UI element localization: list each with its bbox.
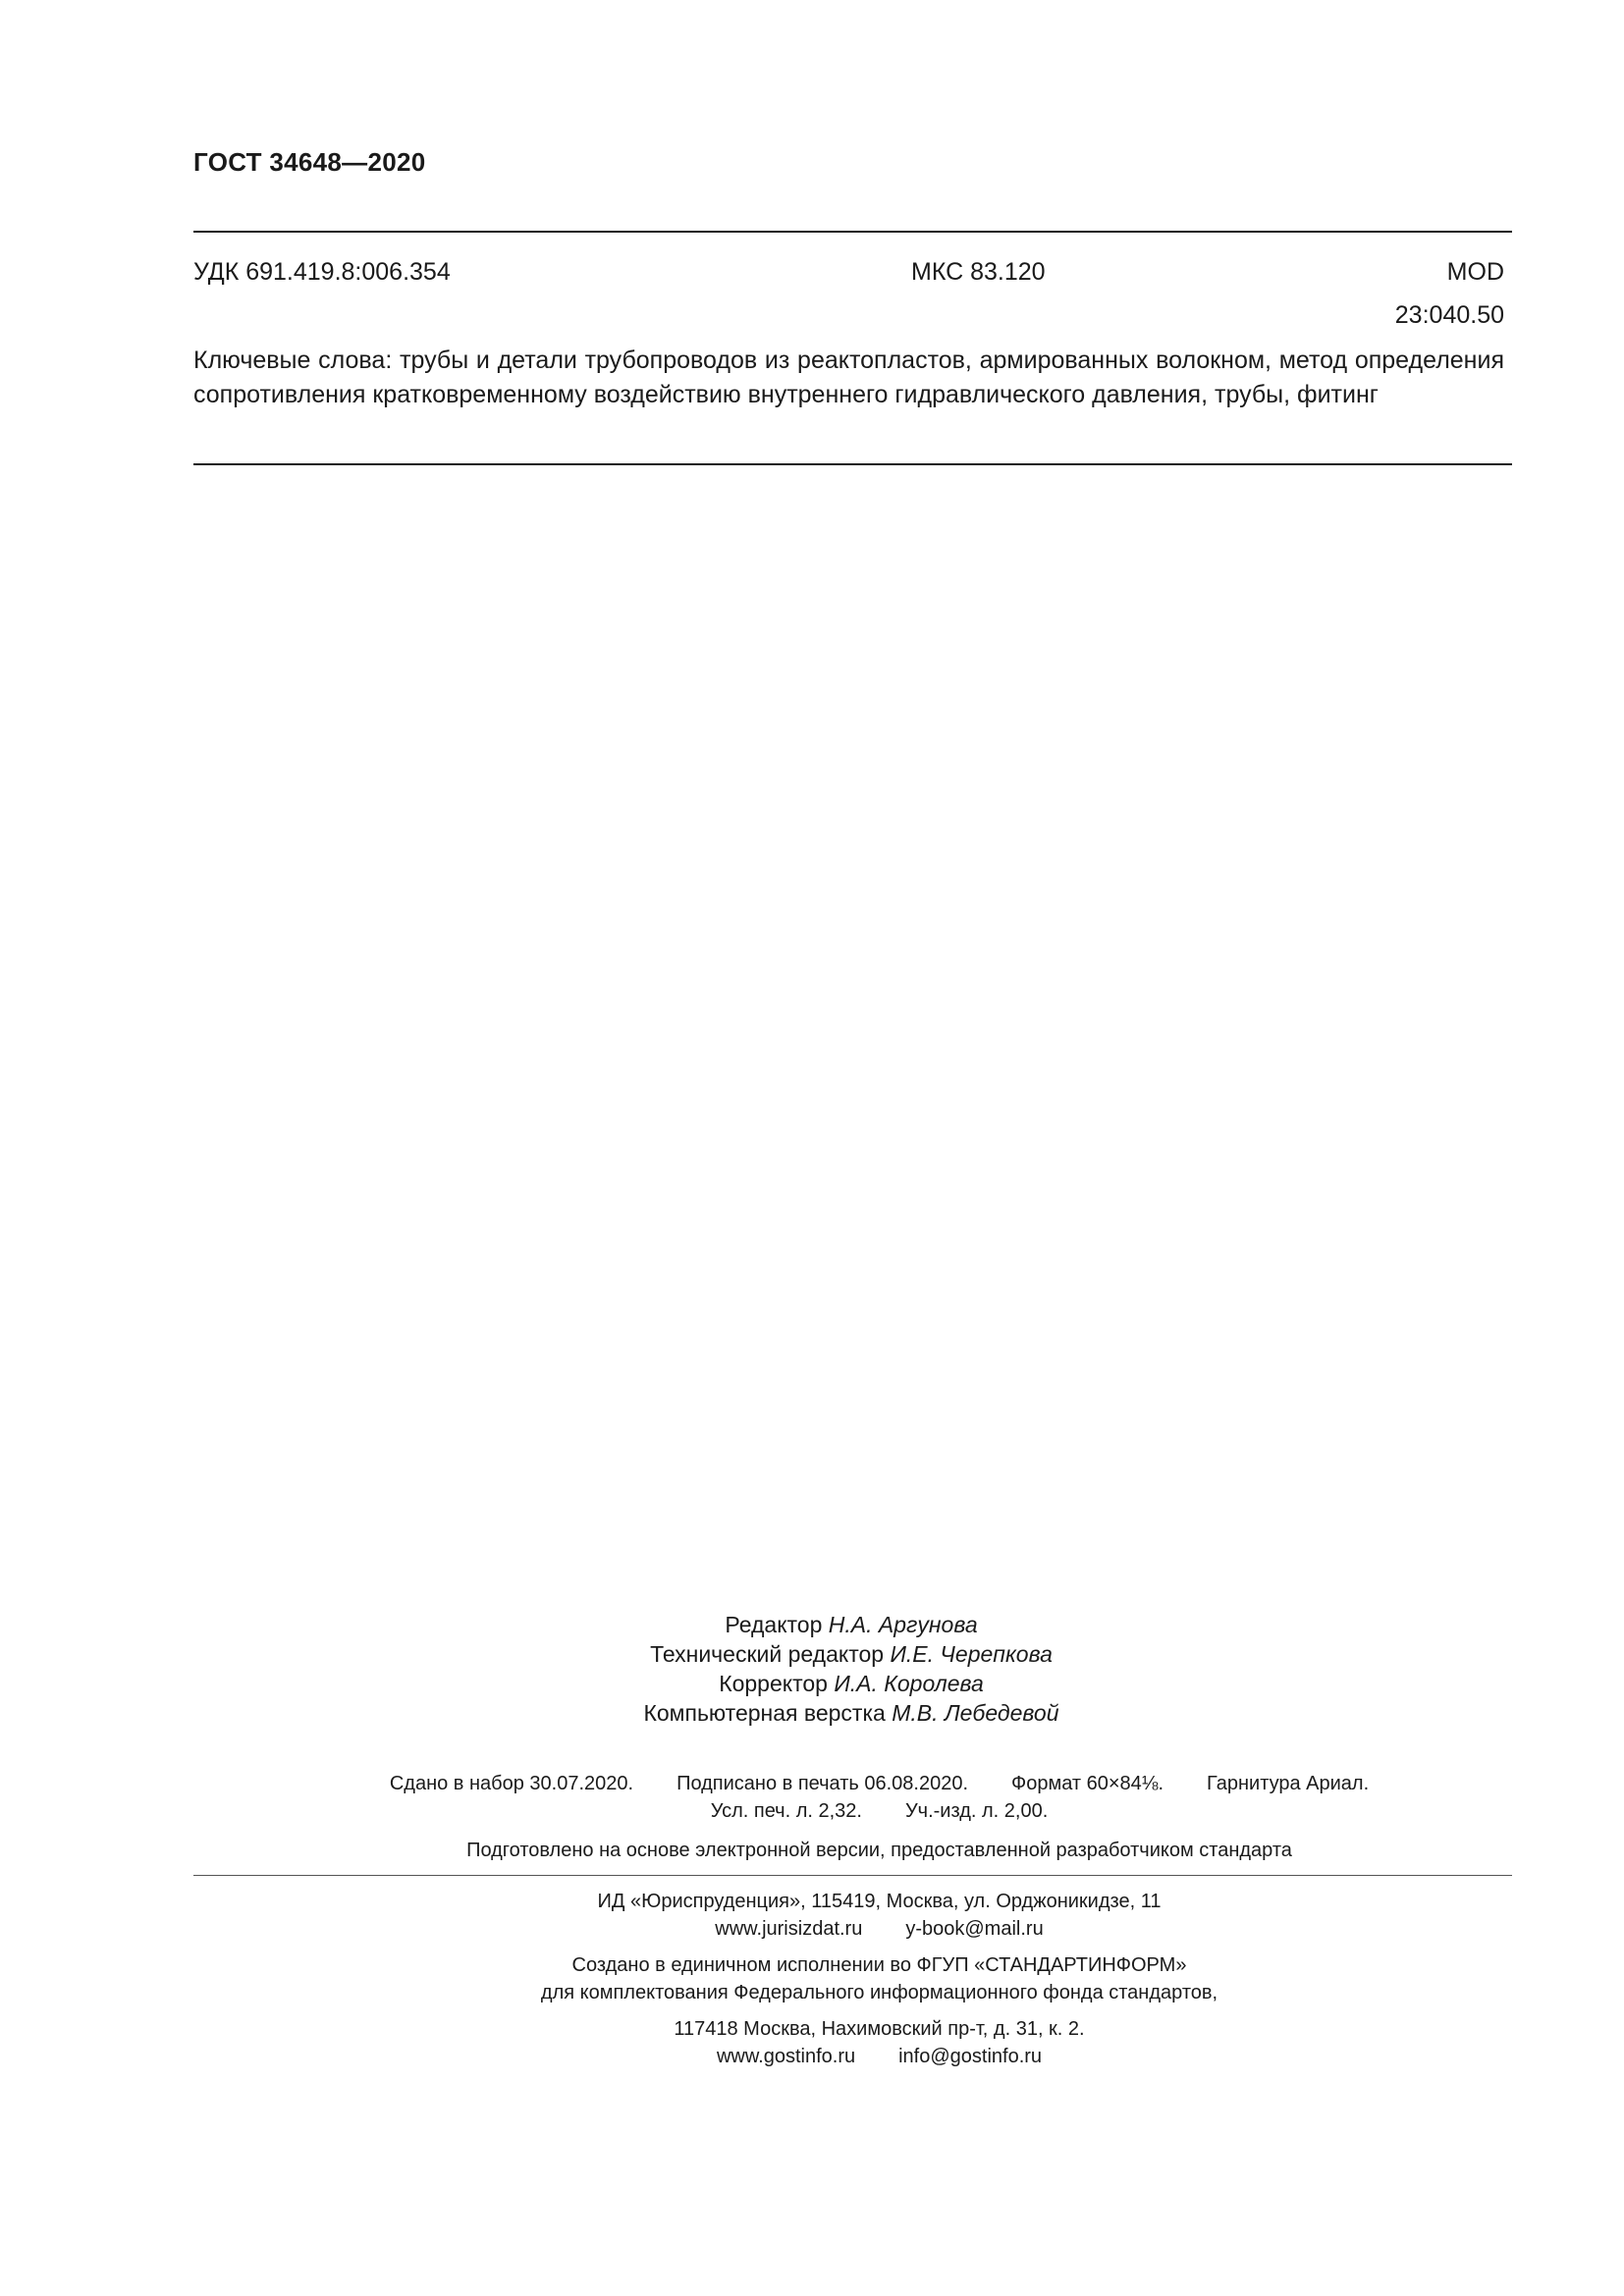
print-info-line-2 (193, 1797, 1512, 1825)
created-line-1: Создано в единичном исполнении во ФГУП «СТАНДАРТИНФОРМ» (571, 1954, 1187, 1976)
paper-format: Формат 60×84⅛. (1011, 1773, 1164, 1794)
gostinfo-email: info@gostinfo.ru (898, 2046, 1043, 2067)
submitted-date: Сдано в набор 30.07.2020. (389, 1773, 634, 1794)
publisher-info (193, 1888, 1512, 2079)
tech-editor-line (0, 1639, 1624, 1669)
publisher-email: y-book@mail.ru (905, 1918, 1044, 1940)
publisher-address: ИД «Юриспруденция», 115419, Москва, ул. Орджоникидзе, 11 (597, 1891, 1162, 1912)
created-line-2: для комплектования Федерального информационного фонда стандартов, (540, 1982, 1218, 2003)
editorial-credits (0, 1610, 1624, 1728)
tech-editor-label: Технический редактор (650, 1641, 885, 1667)
standard-number: ГОСТ 34648—2020 (193, 147, 426, 177)
publisher-block-1 (246, 1888, 1512, 1943)
keywords-divider (193, 463, 1512, 465)
print-info (193, 1770, 1512, 1825)
mod-label: MOD (1446, 258, 1504, 286)
layout-name: М.В. Лебедевой (892, 1700, 1059, 1726)
print-sheets: Усл. печ. л. 2,32. (710, 1800, 862, 1822)
editor-label: Редактор (725, 1612, 823, 1637)
layout-label: Компьютерная верстка (643, 1700, 886, 1726)
publisher-site: www.jurisizdat.ru (715, 1918, 863, 1940)
publisher-divider (193, 1875, 1512, 1876)
keywords-paragraph: Ключевые слова: трубы и детали трубопроводов из реактопластов, армированных волокном, метод определения сопротивления кратковременному воздействию внутреннего гидравлического давления, трубы, фитинг (193, 347, 1504, 408)
corrector-label: Корректор (719, 1671, 828, 1696)
mks-code: МКС 83.120 (911, 258, 1046, 286)
corrector-line (0, 1669, 1624, 1698)
publisher-block-2 (246, 1951, 1512, 2006)
tech-editor-name: И.Е. Черепкова (890, 1641, 1053, 1667)
prepared-note: Подготовлено на основе электронной версии, предоставленной разработчиком стандарта (466, 1840, 1292, 1861)
mks-code-2: 23:040.50 (1394, 301, 1504, 329)
gostinfo-site: www.gostinfo.ru (716, 2046, 856, 2067)
typeface: Гарнитура Ариал. (1207, 1773, 1370, 1794)
editor-line (0, 1610, 1624, 1639)
corrector-name: И.А. Королева (834, 1671, 984, 1696)
publisher-block-3 (246, 2015, 1512, 2070)
top-divider (193, 231, 1512, 233)
signed-date: Подписано в печать 06.08.2020. (677, 1773, 969, 1794)
publ-sheets: Уч.-изд. л. 2,00. (904, 1800, 1049, 1822)
layout-line (0, 1698, 1624, 1728)
editor-name: Н.А. Аргунова (828, 1612, 978, 1637)
udk-code: УДК 691.419.8:006.354 (193, 258, 451, 286)
standartinform-contacts (246, 2043, 1512, 2070)
publisher-contacts (246, 1915, 1512, 1943)
print-info-line-1 (193, 1770, 1512, 1797)
standartinform-address: 117418 Москва, Нахимовский пр-т, д. 31, к. 2. (674, 2018, 1085, 2040)
